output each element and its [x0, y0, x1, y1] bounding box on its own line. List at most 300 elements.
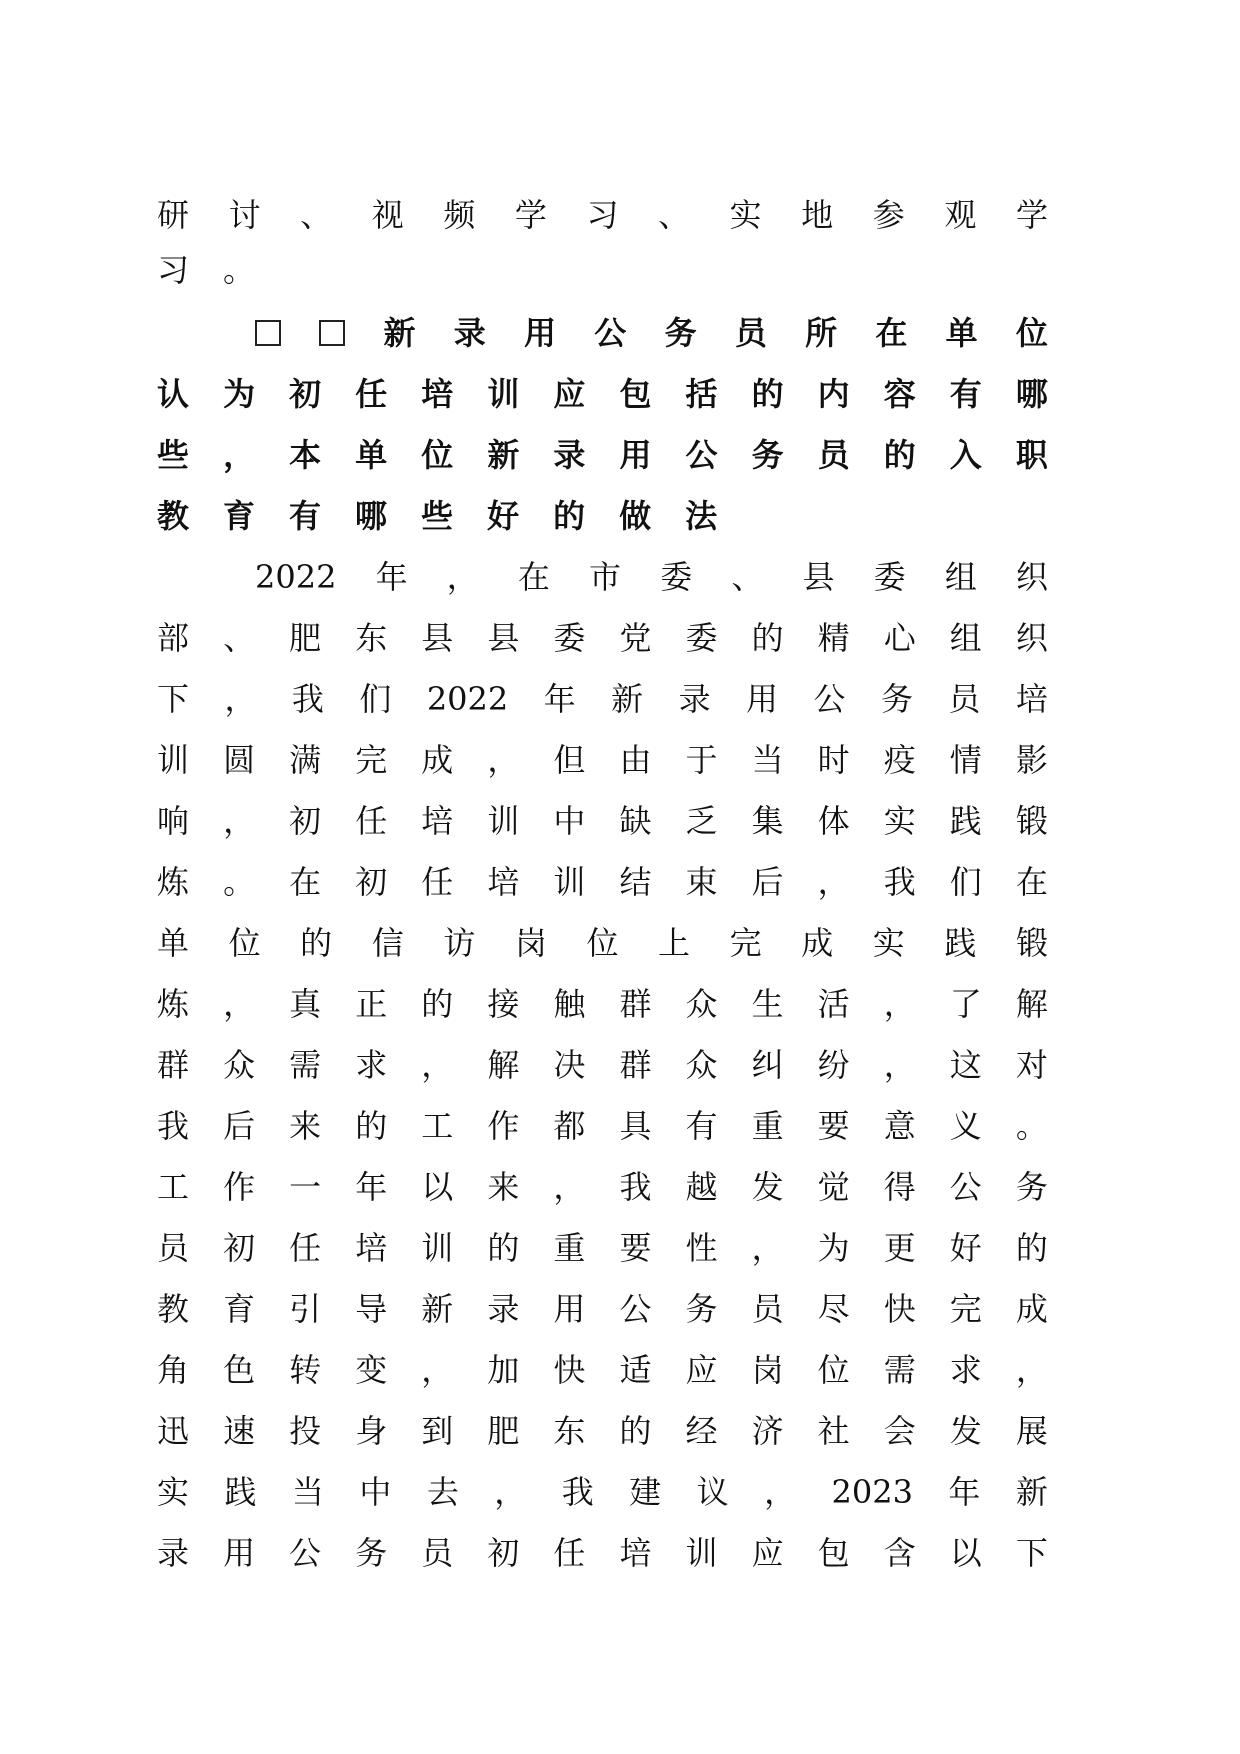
line-token: 用: [553, 1290, 586, 1328]
line-token: 圆: [223, 741, 256, 779]
line-token: 育: [223, 497, 256, 535]
line-token: 众: [685, 985, 718, 1023]
line-token: 员: [948, 680, 981, 718]
line-token: 下: [157, 680, 190, 718]
line-token: 员: [734, 314, 767, 352]
line-token: 括: [685, 375, 718, 413]
body-line-19: [157, 1533, 1048, 1573]
line-token: 培: [487, 863, 520, 901]
line-token: 都: [553, 1107, 586, 1145]
line-token: 。: [1015, 1107, 1048, 1145]
line-token: 要: [817, 1107, 850, 1145]
line-token: 纷: [817, 1046, 850, 1084]
line-token: 经: [685, 1412, 718, 1450]
line-token: 讨: [228, 196, 261, 234]
line-token: 有: [949, 375, 982, 413]
line-token: 作: [487, 1107, 520, 1145]
line-token: 快: [883, 1290, 916, 1328]
line-token: 织: [1015, 558, 1048, 596]
line-token: 教: [157, 1290, 190, 1328]
line-token: 单: [157, 924, 190, 962]
line-token: 们: [949, 863, 982, 901]
line-token: 的: [1015, 1229, 1048, 1267]
line-token: 速: [223, 1412, 256, 1450]
line-token: 满: [289, 741, 322, 779]
line-token: 些: [157, 436, 190, 474]
line-token: 观: [944, 196, 977, 234]
line-token: 肥: [487, 1412, 520, 1450]
line-token: 我: [561, 1473, 594, 1511]
line-token: 集: [751, 802, 784, 840]
line-token: 习: [586, 196, 619, 234]
line-token: 的: [619, 1412, 652, 1450]
line-token: 职: [1015, 436, 1048, 474]
line-token: 习: [157, 251, 190, 289]
line-token: 迅: [157, 1412, 190, 1450]
line-token: 员: [421, 1534, 454, 1572]
line-token: 转: [289, 1351, 322, 1389]
line-token: 身: [355, 1412, 388, 1450]
line-token: 但: [553, 741, 586, 779]
line-token: 群: [619, 1046, 652, 1084]
line-token: 公: [685, 436, 718, 474]
line-token: 来: [487, 1168, 520, 1206]
line-token: 哪: [1015, 375, 1048, 413]
line-token: ，: [223, 985, 256, 1023]
line-token: 的: [300, 924, 333, 962]
line-token: 录: [553, 436, 586, 474]
line-token: 解: [1015, 985, 1048, 1023]
line-token: 地: [801, 196, 834, 234]
line-token: ，: [883, 1046, 916, 1084]
body-line-9: [157, 923, 1048, 963]
line-token: 的: [487, 1229, 520, 1267]
line-token: 我: [157, 1107, 190, 1145]
line-token: 性: [685, 1229, 718, 1267]
line-token: 2023: [831, 1473, 913, 1511]
line-token: 在: [517, 558, 550, 596]
line-token: 训: [157, 741, 190, 779]
line-token: 委: [553, 619, 586, 657]
line-token: 织: [1015, 619, 1048, 657]
line-token: 变: [355, 1351, 388, 1389]
line-token: 东: [553, 1412, 586, 1450]
line-token: 年: [948, 1473, 981, 1511]
line-token: 的: [355, 1107, 388, 1145]
body-line-1: [157, 195, 1048, 235]
line-token: ，: [223, 436, 256, 474]
line-token: 作: [223, 1168, 256, 1206]
body-line-2: [157, 250, 1048, 290]
line-token: 真: [289, 985, 322, 1023]
line-token: 。: [223, 251, 256, 289]
line-token: 。: [223, 863, 256, 901]
line-token: 对: [1015, 1046, 1048, 1084]
line-token: 议: [696, 1473, 729, 1511]
line-token: 社: [817, 1412, 850, 1450]
line-token: 一: [289, 1168, 322, 1206]
body-line-8: [157, 862, 1048, 902]
body-line-12: [157, 1106, 1048, 1146]
line-token: 公: [813, 680, 846, 718]
line-token: 公: [949, 1168, 982, 1206]
line-token: 务: [685, 1290, 718, 1328]
line-token: 训: [553, 863, 586, 901]
line-token: 学: [1015, 196, 1048, 234]
line-token: 解: [487, 1046, 520, 1084]
body-line-10: [157, 984, 1048, 1024]
line-token: 员: [751, 1290, 784, 1328]
empty-box-glyph: [319, 320, 345, 346]
line-token: 哪: [355, 497, 388, 535]
line-token: 发: [949, 1412, 982, 1450]
line-token: 疫: [883, 741, 916, 779]
line-token: 具: [619, 1107, 652, 1145]
line-token: 访: [443, 924, 476, 962]
line-token: 建: [629, 1473, 662, 1511]
line-token: 年: [375, 558, 408, 596]
line-token: 训: [421, 1229, 454, 1267]
line-token: 的: [421, 985, 454, 1023]
line-token: 位: [586, 924, 619, 962]
line-token: 成: [1015, 1290, 1048, 1328]
line-token: 正: [355, 985, 388, 1023]
body-line-14: [157, 1228, 1048, 1268]
line-token: 2022: [426, 680, 509, 718]
line-token: 到: [421, 1412, 454, 1450]
body-line-6: [157, 740, 1048, 780]
line-token: 用: [524, 314, 557, 352]
line-token: 后: [751, 863, 784, 901]
line-token: 在: [1015, 863, 1048, 901]
line-token: 所: [805, 314, 838, 352]
line-token: 年: [543, 680, 576, 718]
line-token: 实: [729, 196, 762, 234]
line-token: 来: [289, 1107, 322, 1145]
line-token: 培: [1015, 680, 1048, 718]
line-token: 员: [157, 1229, 190, 1267]
body-line-16: [157, 1350, 1048, 1390]
line-token: 求: [949, 1351, 982, 1389]
line-token: 任: [355, 802, 388, 840]
line-token: 务: [664, 314, 697, 352]
line-token: 县: [487, 619, 520, 657]
section-heading-line-4: [157, 496, 1048, 536]
line-token: 包: [817, 1534, 850, 1572]
line-token: 实: [883, 802, 916, 840]
line-token: 用: [619, 436, 652, 474]
line-token: 位: [421, 436, 454, 474]
line-token: 群: [619, 985, 652, 1023]
line-token: 以: [421, 1168, 454, 1206]
body-line-13: [157, 1167, 1048, 1207]
line-token: 公: [619, 1290, 652, 1328]
line-token: 公: [289, 1534, 322, 1572]
line-token: ，: [487, 741, 520, 779]
line-token: 容: [883, 375, 916, 413]
line-token: 有: [685, 1107, 718, 1145]
line-token: 纠: [751, 1046, 784, 1084]
line-token: 培: [421, 375, 454, 413]
line-token: 入: [949, 436, 982, 474]
line-token: 新: [421, 1290, 454, 1328]
line-token: 炼: [157, 863, 190, 901]
line-token: 任: [289, 1229, 322, 1267]
line-token: 践: [944, 924, 977, 962]
line-token: 研: [157, 196, 190, 234]
line-token: 以: [949, 1534, 982, 1572]
line-token: 信: [371, 924, 404, 962]
line-token: 、: [731, 558, 764, 596]
line-token: 单: [355, 436, 388, 474]
line-token: 单: [945, 314, 978, 352]
line-token: 束: [685, 863, 718, 901]
line-token: 济: [751, 1412, 784, 1450]
line-token: 肥: [289, 619, 322, 657]
line-token: 法: [685, 497, 718, 535]
line-token: 位: [228, 924, 261, 962]
line-token: 视: [371, 196, 404, 234]
line-token: 、: [223, 619, 256, 657]
line-token: 更: [883, 1229, 916, 1267]
line-token: 培: [619, 1534, 652, 1572]
line-token: 当: [291, 1473, 324, 1511]
line-token: 本: [289, 436, 322, 474]
line-token: 炼: [157, 985, 190, 1023]
line-token: 我: [619, 1168, 652, 1206]
line-token: 适: [619, 1351, 652, 1389]
line-token: 委: [660, 558, 693, 596]
line-token: 工: [421, 1107, 454, 1145]
line-token: 初: [223, 1229, 256, 1267]
line-token: 含: [883, 1534, 916, 1572]
line-token: 县: [421, 619, 454, 657]
line-token: 用: [223, 1534, 256, 1572]
line-token: 结: [619, 863, 652, 901]
line-token: 的: [751, 619, 784, 657]
line-token: 时: [817, 741, 850, 779]
line-token: 党: [619, 619, 652, 657]
line-token: 生: [751, 985, 784, 1023]
line-token: 情: [949, 741, 982, 779]
line-token: 委: [685, 619, 718, 657]
line-token: 有: [289, 497, 322, 535]
line-token: 锻: [1015, 802, 1048, 840]
line-token: 成: [801, 924, 834, 962]
line-token: 活: [817, 985, 850, 1023]
line-token: 训: [685, 1534, 718, 1572]
line-token: ，: [553, 1168, 586, 1206]
line-token: ，: [223, 802, 256, 840]
body-line-11: [157, 1045, 1048, 1085]
line-token: 精: [817, 619, 850, 657]
section-heading-line-2: [157, 374, 1048, 414]
line-token: ，: [421, 1046, 454, 1084]
line-token: 越: [685, 1168, 718, 1206]
line-token: 色: [223, 1351, 256, 1389]
line-token: 当: [751, 741, 784, 779]
line-token: 缺: [619, 802, 652, 840]
body-line-15: [157, 1289, 1048, 1329]
line-token: 重: [751, 1107, 784, 1145]
line-token: 后: [223, 1107, 256, 1145]
line-token: 意: [883, 1107, 916, 1145]
line-token: 岗: [751, 1351, 784, 1389]
line-token: 得: [883, 1168, 916, 1206]
line-token: 于: [685, 741, 718, 779]
section-heading-line-1: [255, 313, 1048, 353]
line-token: 、: [658, 196, 691, 234]
line-token: 录: [487, 1290, 520, 1328]
line-token: ，: [446, 558, 479, 596]
line-token: 初: [487, 1534, 520, 1572]
section-heading-line-3: [157, 435, 1048, 475]
line-token: 导: [355, 1290, 388, 1328]
line-token: 做: [619, 497, 652, 535]
line-token: 好: [487, 497, 520, 535]
line-token: 任: [355, 375, 388, 413]
line-token: 委: [873, 558, 906, 596]
line-token: 组: [944, 558, 977, 596]
line-token: 务: [751, 436, 784, 474]
line-token: ，: [494, 1473, 527, 1511]
line-token: 市: [589, 558, 622, 596]
line-token: ，: [817, 863, 850, 901]
line-token: 任: [553, 1534, 586, 1572]
line-token: 新: [383, 314, 416, 352]
line-token: ，: [751, 1229, 784, 1267]
line-token: 组: [949, 619, 982, 657]
line-token: 训: [487, 802, 520, 840]
body-line-7: [157, 801, 1048, 841]
line-token: 引: [289, 1290, 322, 1328]
line-token: 锻: [1015, 924, 1048, 962]
line-token: 培: [421, 802, 454, 840]
line-token: 务: [1015, 1168, 1048, 1206]
line-token: 尽: [817, 1290, 850, 1328]
body-line-18: [157, 1472, 1048, 1512]
line-token: 公: [594, 314, 627, 352]
body-line-3: [255, 557, 1048, 597]
line-token: 践: [949, 802, 982, 840]
line-token: 好: [949, 1229, 982, 1267]
line-token: 育: [223, 1290, 256, 1328]
line-token: 应: [685, 1351, 718, 1389]
line-token: 参: [872, 196, 905, 234]
line-token: 完: [949, 1290, 982, 1328]
line-token: 、: [300, 196, 333, 234]
line-token: 发: [751, 1168, 784, 1206]
line-token: 位: [817, 1351, 850, 1389]
line-token: ，: [1015, 1351, 1048, 1389]
line-token: 影: [1015, 741, 1048, 779]
line-token: 由: [619, 741, 652, 779]
line-token: 去: [426, 1473, 459, 1511]
line-token: 会: [883, 1412, 916, 1450]
line-token: 初: [289, 802, 322, 840]
line-token: 新: [1015, 1473, 1048, 1511]
line-token: 认: [157, 375, 190, 413]
line-token: 接: [487, 985, 520, 1023]
line-token: 觉: [817, 1168, 850, 1206]
line-token: 部: [157, 619, 190, 657]
line-token: 了: [949, 985, 982, 1023]
line-token: 务: [355, 1534, 388, 1572]
empty-box-glyph: [255, 320, 281, 346]
line-token: 中: [553, 802, 586, 840]
line-token: 培: [355, 1229, 388, 1267]
line-token: 的: [883, 436, 916, 474]
line-token: 用: [746, 680, 779, 718]
line-token: 为: [223, 375, 256, 413]
line-token: ，: [764, 1473, 797, 1511]
line-token: 录: [157, 1534, 190, 1572]
line-token: 众: [223, 1046, 256, 1084]
line-token: 决: [553, 1046, 586, 1084]
body-line-4: [157, 618, 1048, 658]
line-token: 实: [872, 924, 905, 962]
line-token: 义: [949, 1107, 982, 1145]
body-line-17: [157, 1411, 1048, 1451]
line-token: 初: [289, 375, 322, 413]
line-token: 在: [875, 314, 908, 352]
line-token: 投: [289, 1412, 322, 1450]
line-token: 2022: [255, 558, 337, 596]
line-token: 我: [883, 863, 916, 901]
line-token: 位: [1015, 314, 1048, 352]
line-token: 应: [751, 1534, 784, 1572]
line-token: 岗: [514, 924, 547, 962]
line-token: 县: [802, 558, 835, 596]
line-token: 成: [421, 741, 454, 779]
line-token: 东: [355, 619, 388, 657]
line-token: 工: [157, 1168, 190, 1206]
line-token: 我: [291, 680, 324, 718]
line-token: 的: [751, 375, 784, 413]
line-token: 重: [553, 1229, 586, 1267]
line-token: 众: [685, 1046, 718, 1084]
line-token: 训: [487, 375, 520, 413]
line-token: 完: [729, 924, 762, 962]
line-token: ，: [883, 985, 916, 1023]
line-token: 新: [611, 680, 644, 718]
line-token: 这: [949, 1046, 982, 1084]
line-token: 应: [553, 375, 586, 413]
line-token: 体: [817, 802, 850, 840]
line-token: 需: [883, 1351, 916, 1389]
line-token: 需: [289, 1046, 322, 1084]
line-token: 响: [157, 802, 190, 840]
line-token: 务: [880, 680, 913, 718]
line-token: 触: [553, 985, 586, 1023]
line-token: 新: [487, 436, 520, 474]
line-token: 上: [658, 924, 691, 962]
line-token: 心: [883, 619, 916, 657]
line-token: 初: [355, 863, 388, 901]
body-line-5: [157, 679, 1048, 719]
line-token: 下: [1015, 1534, 1048, 1572]
line-token: 包: [619, 375, 652, 413]
line-token: 在: [289, 863, 322, 901]
line-token: 展: [1015, 1412, 1048, 1450]
line-token: 要: [619, 1229, 652, 1267]
line-token: 任: [421, 863, 454, 901]
line-token: 内: [817, 375, 850, 413]
line-token: 的: [553, 497, 586, 535]
line-token: 群: [157, 1046, 190, 1084]
line-token: 完: [355, 741, 388, 779]
line-token: ，: [421, 1351, 454, 1389]
